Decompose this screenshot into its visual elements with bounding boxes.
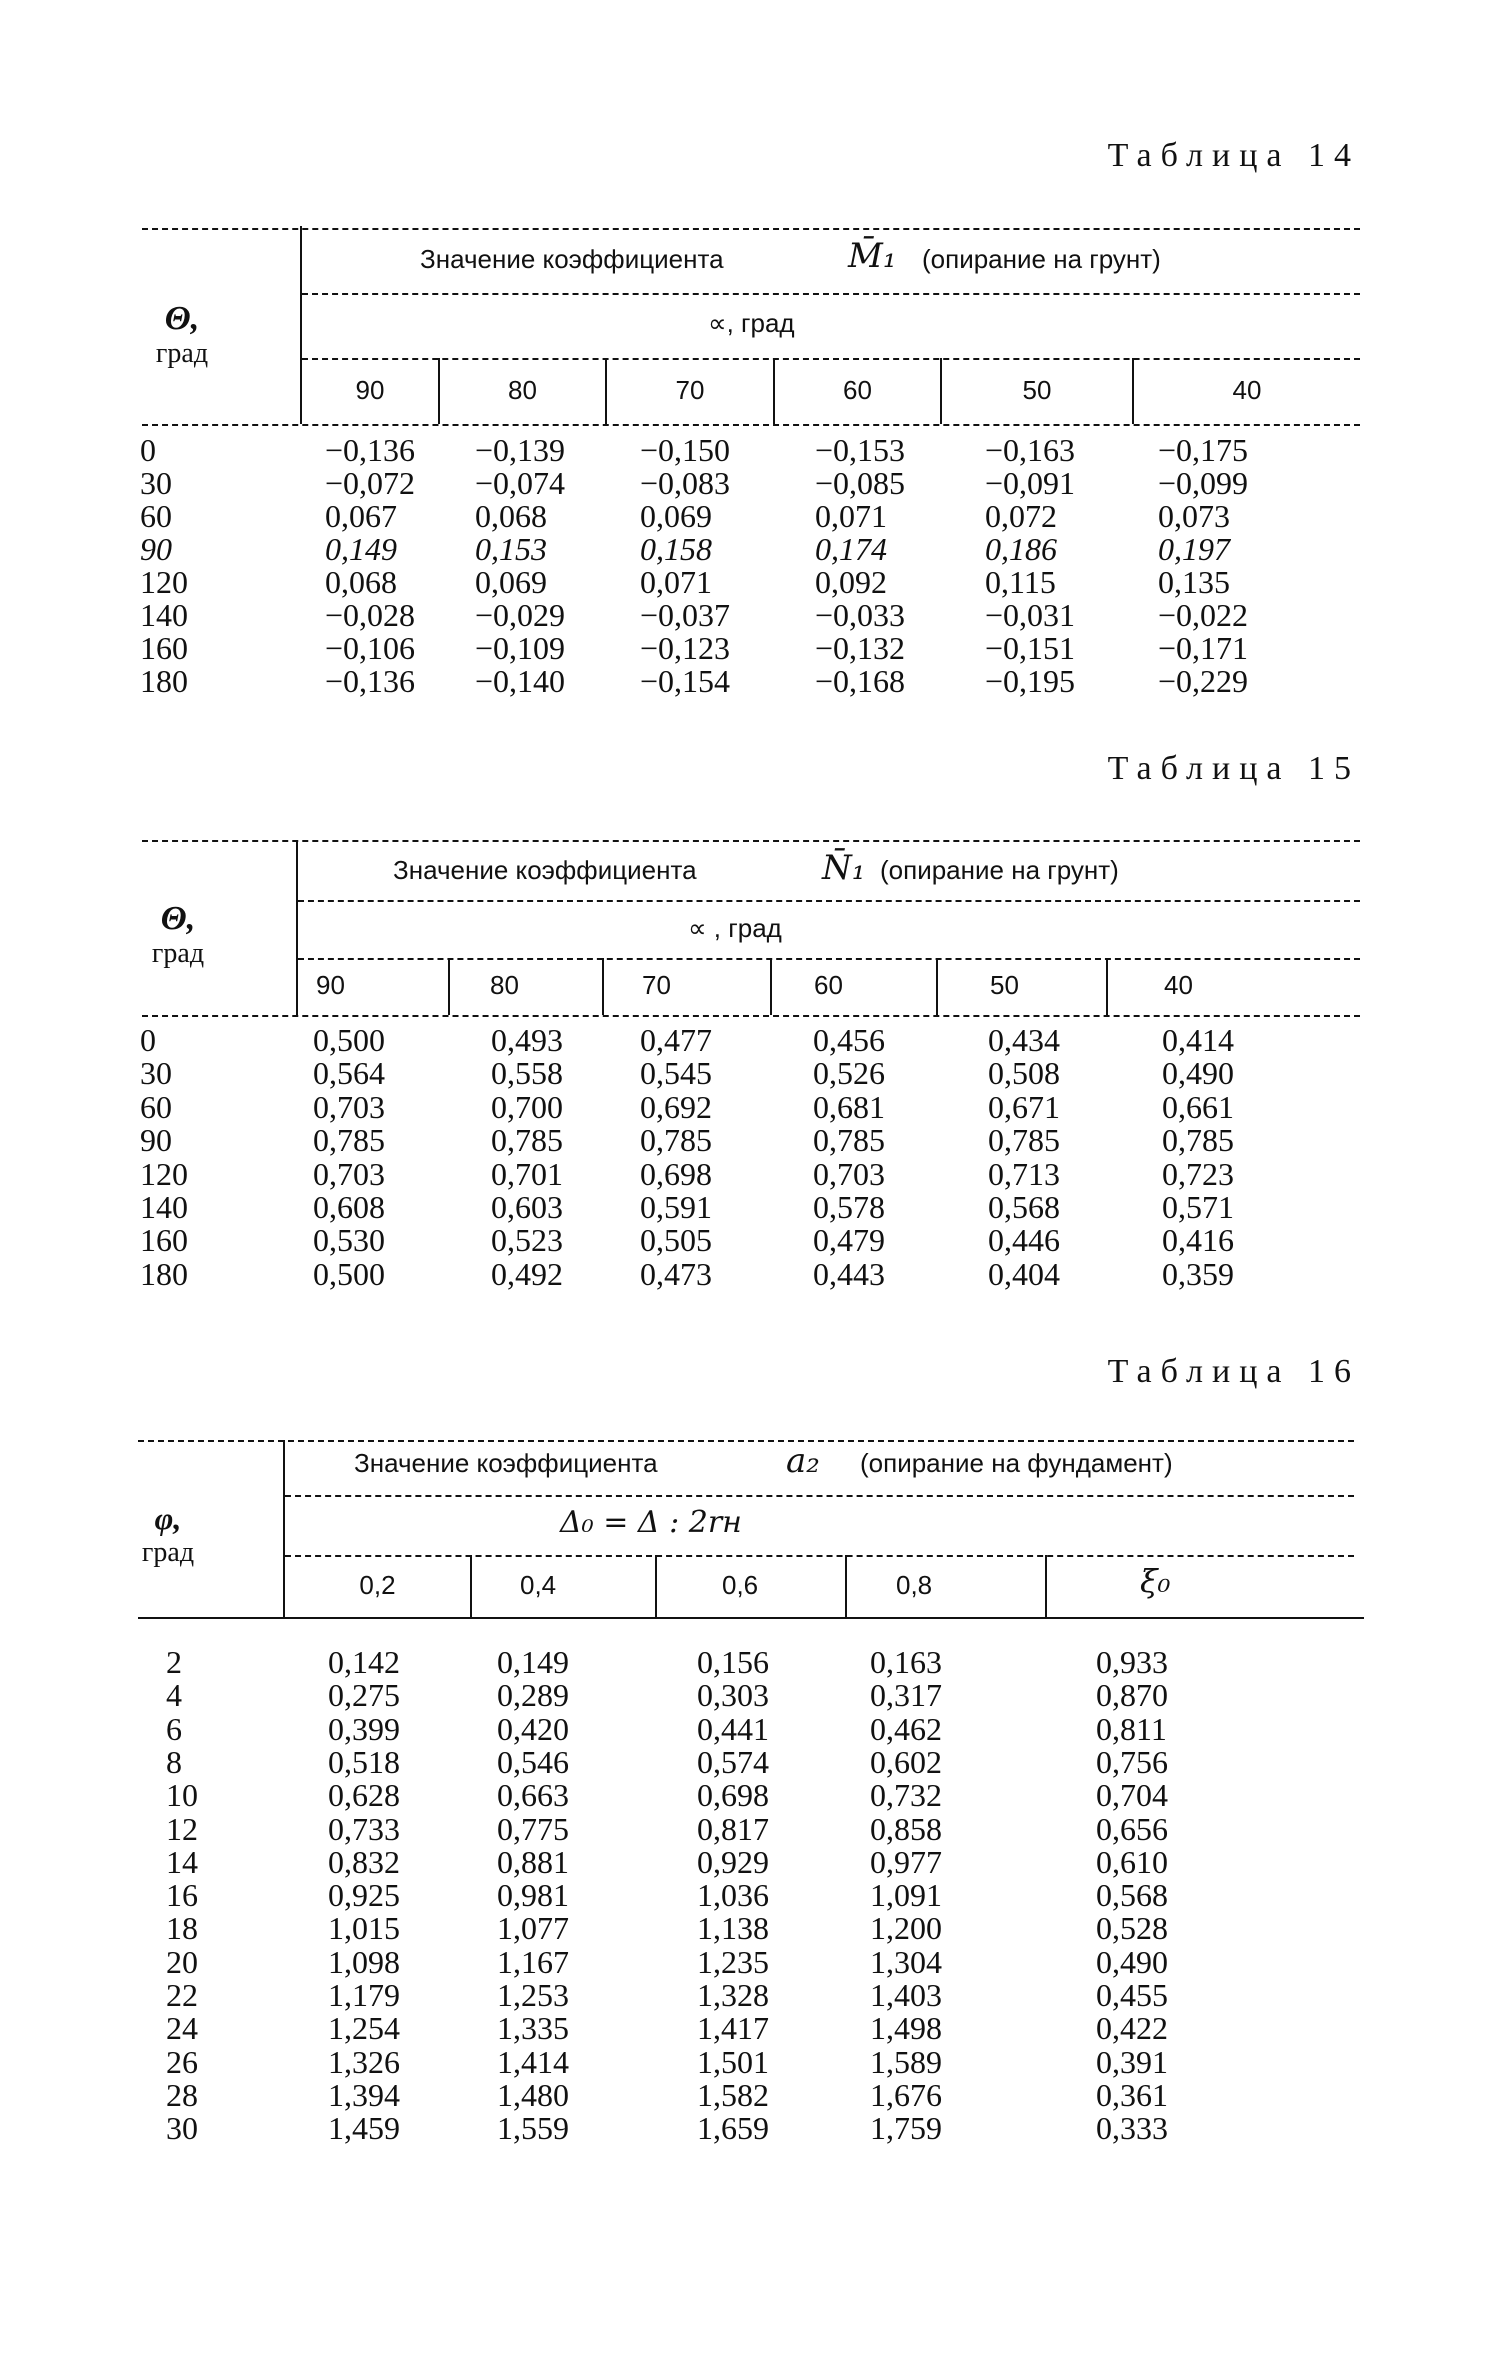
col-divider [770, 958, 772, 1015]
table-cell: 0,523 [491, 1222, 563, 1259]
row-key: 160 [140, 1222, 188, 1259]
table14-group-label: ∝, град [708, 308, 795, 338]
table-cell: 0,671 [988, 1088, 1060, 1125]
table-cell: 0,564 [313, 1055, 385, 1092]
table-cell: 0,473 [640, 1255, 712, 1292]
table-cell: 0,069 [475, 564, 547, 600]
row-key: 90 [140, 1122, 172, 1159]
table-cell: 0,591 [640, 1189, 712, 1225]
table-cell: 0,703 [313, 1088, 385, 1125]
table-cell: 0,500 [313, 1022, 385, 1058]
table14-header-bottom-rule [142, 424, 1360, 426]
table-cell: 0,713 [988, 1155, 1060, 1192]
table-cell: 0,414 [1162, 1022, 1234, 1058]
row-key: 22 [166, 1977, 198, 2013]
table-cell: 0,500 [313, 1255, 385, 1292]
table14-heading: Значение коэффициента [420, 244, 724, 274]
table15-col-header: 80 [490, 970, 519, 1000]
table-cell: 0,692 [640, 1088, 712, 1125]
table-cell: 0,568 [1096, 1877, 1168, 1914]
table14-support: (опирание на грунт) [922, 244, 1161, 274]
table-cell: 1,498 [870, 2010, 942, 2047]
table-cell: 0,578 [813, 1189, 885, 1225]
table-cell: 0,703 [813, 1155, 885, 1192]
table-cell: 0,441 [697, 1710, 769, 1747]
table-cell: 0,530 [313, 1222, 385, 1259]
table-cell: 0,456 [813, 1022, 885, 1058]
table-cell: 0,663 [497, 1777, 569, 1814]
table-cell: 0,881 [497, 1843, 569, 1880]
table-cell: −0,022 [1158, 597, 1249, 633]
table-cell: −0,109 [475, 630, 566, 666]
table-cell: 0,492 [491, 1255, 563, 1292]
table-cell: −0,171 [1158, 630, 1249, 666]
table-cell: 0,628 [328, 1777, 400, 1814]
col-divider [602, 958, 604, 1015]
table15-heading: Значение коэффициента [393, 855, 697, 885]
stub-unit: град [141, 1537, 195, 1568]
table-cell: 1,417 [697, 2010, 769, 2047]
table-cell: 0,571 [1162, 1189, 1234, 1225]
table15-symbol: N̄₁ [822, 848, 866, 888]
table-cell: 0,977 [870, 1843, 942, 1880]
table-cell: −0,123 [640, 630, 731, 666]
table-cell: 0,701 [491, 1155, 563, 1192]
table-cell: −0,029 [475, 597, 566, 633]
table-cell: −0,140 [475, 663, 566, 699]
row-key: 2 [166, 1644, 182, 1680]
table15-top-rule [142, 840, 1360, 842]
table-cell: −0,139 [475, 432, 566, 468]
table-cell: −0,031 [985, 597, 1076, 633]
table-cell: 0,477 [640, 1022, 712, 1058]
table15-col-header: 40 [1164, 970, 1193, 1000]
table-cell: 0,068 [325, 564, 397, 600]
table-cell: 0,289 [497, 1677, 569, 1714]
table-cell: −0,033 [815, 597, 906, 633]
table-cell: 0,359 [1162, 1255, 1234, 1292]
row-key: 20 [166, 1943, 198, 1980]
table-cell: −0,028 [325, 597, 416, 633]
table-cell: 1,676 [870, 2076, 942, 2113]
table-cell: 1,414 [497, 2043, 569, 2080]
table-cell: 0,526 [813, 1055, 885, 1092]
table-cell: 0,723 [1162, 1155, 1234, 1192]
table-cell: 0,785 [491, 1122, 563, 1159]
table16-stub-header [118, 1500, 218, 1569]
row-key: 24 [166, 2010, 198, 2047]
table-cell: −0,136 [325, 663, 416, 699]
table14-heading-rule [302, 293, 1360, 295]
row-key: 4 [166, 1677, 182, 1714]
table-cell: 0,656 [1096, 1810, 1168, 1847]
table-cell: −0,163 [985, 432, 1076, 468]
table-cell: 0,446 [988, 1222, 1060, 1259]
table-cell: −0,151 [985, 630, 1076, 666]
table-cell: −0,037 [640, 597, 731, 633]
table16-col-header: 0,4 [520, 1570, 557, 1600]
table-cell: 0,142 [328, 1644, 400, 1680]
table-cell: 0,163 [870, 1644, 942, 1680]
table-cell: 1,138 [697, 1910, 769, 1947]
col-divider [936, 958, 938, 1015]
table-cell: 1,254 [328, 2010, 400, 2047]
col-divider [1106, 958, 1108, 1015]
table14-group-rule [302, 358, 1360, 360]
table-cell: 1,253 [497, 1977, 569, 2013]
table-cell: 1,328 [697, 1977, 769, 2013]
table-cell: 0,602 [870, 1743, 942, 1780]
row-key: 60 [140, 498, 172, 534]
row-key: 90 [140, 531, 172, 567]
table-cell: −0,150 [640, 432, 731, 468]
table-cell: 0,528 [1096, 1910, 1168, 1947]
table-cell: 0,422 [1096, 2010, 1168, 2047]
table-cell: 0,785 [813, 1122, 885, 1159]
table-cell: 0,608 [313, 1189, 385, 1225]
row-key: 18 [166, 1910, 198, 1947]
table16-support: (опирание на фундамент) [860, 1448, 1173, 1478]
table-cell: 1,091 [870, 1877, 942, 1914]
table-cell: −0,072 [325, 465, 416, 501]
table-cell: 0,149 [497, 1644, 569, 1680]
table-cell: 0,785 [313, 1122, 385, 1159]
table-cell: 0,505 [640, 1222, 712, 1259]
table-cell: 0,333 [1096, 2110, 1168, 2147]
table-cell: −0,099 [1158, 465, 1249, 501]
table-cell: 0,933 [1096, 1644, 1168, 1680]
stub-unit: град [155, 338, 209, 369]
table14-col-header: 90 [355, 375, 385, 405]
table-cell: −0,091 [985, 465, 1076, 501]
row-key: 28 [166, 2076, 198, 2113]
table-cell: 0,303 [697, 1677, 769, 1714]
table-cell: 0,785 [640, 1122, 712, 1159]
table-cell: 0,603 [491, 1189, 563, 1225]
table16-col-header: 0,2 [359, 1570, 396, 1600]
table-cell: 0,416 [1162, 1222, 1234, 1259]
table-cell: 1,759 [870, 2110, 942, 2147]
table14-caption: Таблица 14 [1107, 137, 1360, 174]
table-cell: 1,304 [870, 1943, 942, 1980]
table16-heading-rule [285, 1495, 1354, 1497]
table15-group-label: ∝ , град [688, 913, 782, 943]
table-cell: 0,092 [815, 564, 887, 600]
table-cell: 0,698 [697, 1777, 769, 1814]
table-cell: 0,832 [328, 1843, 400, 1880]
table-cell: 1,036 [697, 1877, 769, 1914]
table16-header-bottom-rule [138, 1617, 1364, 1619]
table-cell: −0,153 [815, 432, 906, 468]
table-cell: 0,071 [640, 564, 712, 600]
table-cell: 0,186 [985, 531, 1057, 567]
table-cell: 0,462 [870, 1710, 942, 1747]
table16-caption: Таблица 16 [1107, 1353, 1360, 1390]
table-cell: 0,317 [870, 1677, 942, 1714]
table15-col-header: 70 [642, 970, 671, 1000]
table-cell: 0,858 [870, 1810, 942, 1847]
table16-col-header: 0,6 [722, 1570, 759, 1600]
row-key: 180 [140, 663, 188, 699]
table-cell: 0,067 [325, 498, 397, 534]
table-cell: 0,149 [325, 531, 397, 567]
table-cell: 0,811 [1096, 1710, 1167, 1747]
row-key: 140 [140, 597, 188, 633]
table-cell: 0,681 [813, 1088, 885, 1125]
table-cell: 1,179 [328, 1977, 400, 2013]
table15-support: (опирание на грунт) [880, 855, 1119, 885]
row-key: 16 [166, 1877, 198, 1914]
stub-unit: град [151, 938, 205, 969]
table-cell: 0,399 [328, 1710, 400, 1747]
row-key: 180 [140, 1255, 188, 1292]
theta-symbol: Θ, [160, 900, 196, 937]
table15-col-header: 50 [990, 970, 1019, 1000]
table-cell: 0,700 [491, 1088, 563, 1125]
table-cell: 1,077 [497, 1910, 569, 1947]
row-key: 26 [166, 2043, 198, 2080]
table-cell: 0,704 [1096, 1777, 1168, 1814]
table-cell: 1,559 [497, 2110, 569, 2147]
col-divider [655, 1555, 657, 1617]
table-cell: 0,733 [328, 1810, 400, 1847]
table-cell: 0,610 [1096, 1843, 1168, 1880]
table-cell: 0,545 [640, 1055, 712, 1092]
table14-col-header: 70 [675, 375, 705, 405]
table-cell: 1,326 [328, 2043, 400, 2080]
row-key: 0 [140, 432, 156, 468]
table-cell: 0,158 [640, 531, 712, 567]
col-divider [470, 1555, 472, 1617]
table14-top-rule [142, 228, 1360, 230]
table-cell: −0,229 [1158, 663, 1249, 699]
row-key: 14 [166, 1843, 198, 1880]
col-divider [845, 1555, 847, 1617]
row-key: 0 [140, 1022, 156, 1058]
table-cell: 0,775 [497, 1810, 569, 1847]
table-cell: 0,391 [1096, 2043, 1168, 2080]
table16-group-label: Δ₀ = Δ : 2rн [560, 1505, 742, 1540]
table-cell: 0,558 [491, 1055, 563, 1092]
row-key: 10 [166, 1777, 198, 1814]
table15-group-rule [298, 958, 1360, 960]
table-cell: 0,518 [328, 1743, 400, 1780]
table-cell: 0,073 [1158, 498, 1230, 534]
table-cell: 1,480 [497, 2076, 569, 2113]
table14-col-header: 40 [1232, 375, 1262, 405]
table-cell: 0,698 [640, 1155, 712, 1192]
table16-group-rule [285, 1555, 1354, 1557]
table-cell: −0,154 [640, 663, 731, 699]
table-cell: 0,072 [985, 498, 1057, 534]
table-cell: 0,156 [697, 1644, 769, 1680]
table-cell: 0,732 [870, 1777, 942, 1814]
table-cell: 0,071 [815, 498, 887, 534]
table-cell: −0,136 [325, 432, 416, 468]
table-cell: 0,115 [985, 564, 1056, 600]
table-cell: 0,785 [988, 1122, 1060, 1159]
table-cell: 0,479 [813, 1222, 885, 1259]
table-cell: −0,195 [985, 663, 1076, 699]
table-cell: 1,501 [697, 2043, 769, 2080]
table15-stub-divider [296, 840, 298, 1015]
table-cell: 0,574 [697, 1743, 769, 1780]
col-divider [1045, 1555, 1047, 1617]
table16-heading: Значение коэффициента [354, 1448, 658, 1478]
table-cell: −0,106 [325, 630, 416, 666]
table-cell: 0,870 [1096, 1677, 1168, 1714]
table-cell: −0,168 [815, 663, 906, 699]
table-cell: 1,403 [870, 1977, 942, 2013]
table-cell: 1,459 [328, 2110, 400, 2147]
table15-col-header: 60 [814, 970, 843, 1000]
table-cell: 0,490 [1096, 1943, 1168, 1980]
table14-stub-header [132, 300, 232, 370]
table15-header-bottom-rule [142, 1015, 1360, 1017]
row-key: 160 [140, 630, 188, 666]
table-cell: 0,361 [1096, 2076, 1168, 2113]
table-cell: 0,275 [328, 1677, 400, 1714]
table-cell: 0,493 [491, 1022, 563, 1058]
table14-col-header: 60 [843, 375, 872, 405]
table-cell: 0,925 [328, 1877, 400, 1914]
table-cell: 1,098 [328, 1943, 400, 1980]
table-cell: −0,085 [815, 465, 906, 501]
table-cell: 1,200 [870, 1910, 942, 1947]
table-cell: 0,197 [1158, 531, 1230, 567]
table-cell: 0,546 [497, 1743, 569, 1780]
table15-heading-rule [298, 900, 1360, 902]
col-divider [448, 958, 450, 1015]
table-cell: −0,074 [475, 465, 566, 501]
row-key: 30 [140, 1055, 172, 1092]
phi-symbol: φ, [154, 1500, 182, 1536]
table-cell: 1,235 [697, 1943, 769, 1980]
theta-symbol: Θ, [164, 300, 200, 337]
table-cell: 0,069 [640, 498, 712, 534]
table-cell: −0,083 [640, 465, 731, 501]
table-cell: 0,568 [988, 1189, 1060, 1225]
table-cell: 0,703 [313, 1155, 385, 1192]
table-cell: 0,174 [815, 531, 887, 567]
table-cell: 0,929 [697, 1843, 769, 1880]
row-key: 8 [166, 1743, 182, 1780]
table-cell: 1,167 [497, 1943, 569, 1980]
table-cell: 1,589 [870, 2043, 942, 2080]
table-cell: 1,335 [497, 2010, 569, 2047]
table-cell: 0,490 [1162, 1055, 1234, 1092]
table15-caption: Таблица 15 [1107, 750, 1360, 787]
table-cell: −0,132 [815, 630, 906, 666]
row-key: 6 [166, 1710, 182, 1747]
row-key: 30 [140, 465, 172, 501]
table-cell: −0,175 [1158, 432, 1249, 468]
table-cell: 1,015 [328, 1910, 400, 1947]
table16-col-header: ξ₀ [1140, 1562, 1171, 1600]
row-key: 120 [140, 564, 188, 600]
table-cell: 1,659 [697, 2110, 769, 2147]
table14-col-header: 50 [1022, 375, 1052, 405]
row-key: 30 [166, 2110, 198, 2147]
table-cell: 0,135 [1158, 564, 1230, 600]
table16-col-header: 0,8 [896, 1570, 933, 1600]
table-cell: 0,981 [497, 1877, 569, 1914]
table-cell: 0,756 [1096, 1743, 1168, 1780]
table-cell: 0,404 [988, 1255, 1060, 1292]
row-key: 12 [166, 1810, 198, 1847]
table-cell: 1,394 [328, 2076, 400, 2113]
table16-top-rule [138, 1440, 1354, 1442]
table-cell: 0,508 [988, 1055, 1060, 1092]
table14-col-header: 80 [508, 375, 537, 405]
table-cell: 0,785 [1162, 1122, 1234, 1159]
row-key: 140 [140, 1189, 188, 1225]
table15-col-header: 90 [316, 970, 345, 1000]
table14-symbol: M̄₁ [848, 236, 897, 276]
row-key: 120 [140, 1155, 188, 1192]
table-cell: 0,434 [988, 1022, 1060, 1058]
table-cell: 0,420 [497, 1710, 569, 1747]
table-cell: 0,068 [475, 498, 547, 534]
table16-symbol: a₂ [786, 1441, 820, 1481]
table-cell: 1,582 [697, 2076, 769, 2113]
table-cell: 0,455 [1096, 1977, 1168, 2013]
row-key: 60 [140, 1088, 172, 1125]
table-cell: 0,817 [697, 1810, 769, 1847]
table-cell: 0,443 [813, 1255, 885, 1292]
table-cell: 0,153 [475, 531, 547, 567]
table15-stub-header [128, 900, 228, 970]
table-cell: 0,661 [1162, 1088, 1234, 1125]
